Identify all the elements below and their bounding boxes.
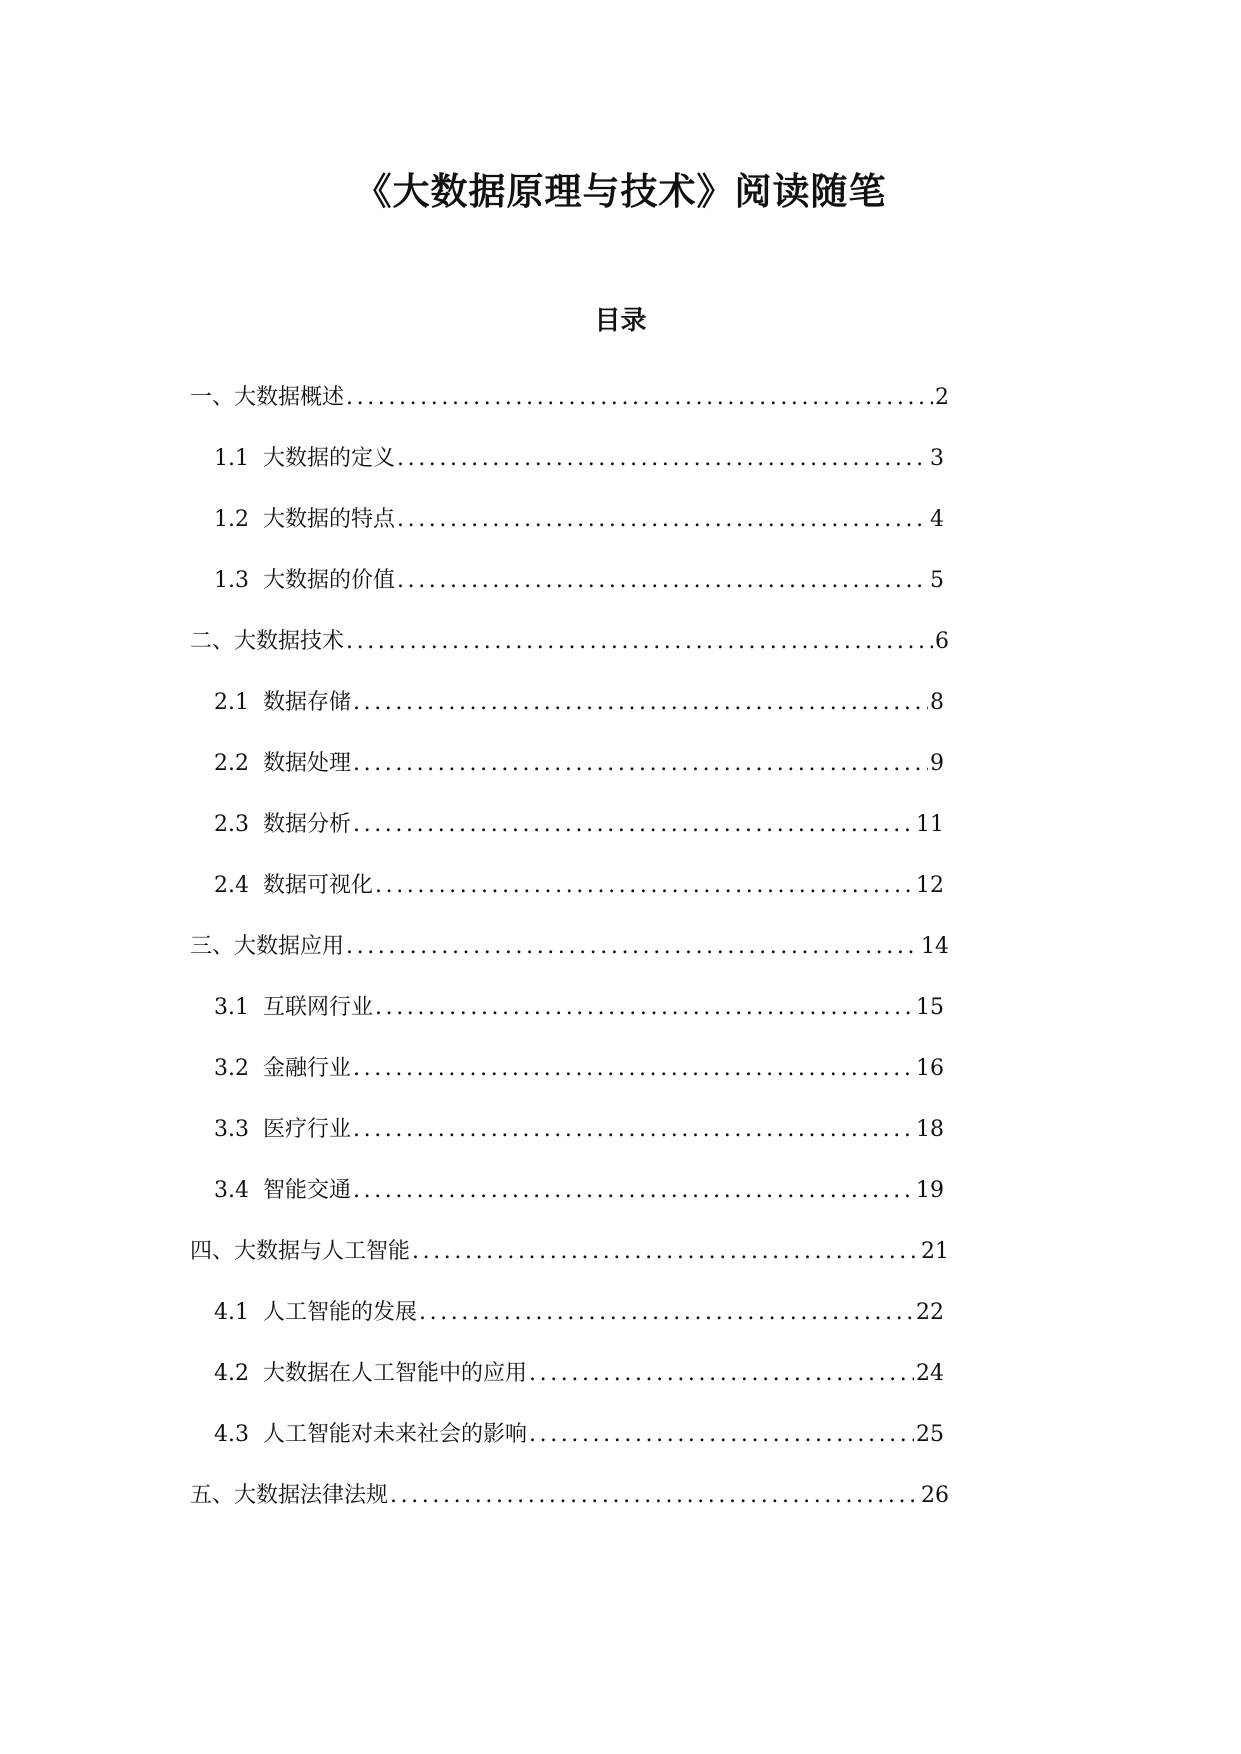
- toc-dot-leader: [353, 1054, 914, 1084]
- toc-entry[interactable]: [214, 1115, 944, 1145]
- toc-entry-page-number: 26: [921, 1483, 949, 1508]
- toc-dot-leader: [353, 688, 928, 718]
- toc-entry-page-number: 11: [916, 812, 944, 837]
- toc-dot-leader: [412, 1237, 919, 1267]
- toc-dot-leader: [353, 1176, 914, 1206]
- toc-entry-page-number: 16: [916, 1056, 944, 1081]
- toc-dot-leader: [397, 505, 928, 535]
- toc-dot-leader: [353, 810, 914, 840]
- toc-entry[interactable]: [214, 871, 944, 901]
- toc-entry-page-number: 2: [935, 385, 949, 410]
- toc-entry-label: 人工智能的发展: [263, 1300, 418, 1325]
- toc-entry-number: 2.2: [214, 751, 249, 776]
- toc-entry-page-number: 18: [916, 1117, 944, 1142]
- toc-entry-page-number: 21: [921, 1239, 949, 1264]
- toc-entry-page-number: 24: [916, 1361, 944, 1386]
- toc-entry[interactable]: [214, 505, 944, 535]
- toc-dot-leader: [346, 932, 919, 962]
- toc-entry-label: 医疗行业: [263, 1117, 352, 1142]
- toc-entry[interactable]: [214, 810, 944, 840]
- toc-entry-page-number: 8: [930, 690, 944, 715]
- toc-entry-label: 四、大数据与人工智能: [190, 1239, 411, 1264]
- toc-entry-page-number: 14: [921, 934, 949, 959]
- toc-entry-label: 数据可视化: [263, 873, 374, 898]
- toc-dot-leader: [419, 1298, 914, 1328]
- toc-entry-number: 2.3: [214, 812, 249, 837]
- toc-entry-label: 五、大数据法律法规: [190, 1483, 389, 1508]
- toc-entry[interactable]: [214, 1298, 944, 1328]
- toc-entry-label: 大数据的特点: [263, 507, 396, 532]
- toc-dot-leader: [529, 1420, 914, 1450]
- toc-entry-number: 3.4: [214, 1178, 249, 1203]
- toc-entry-label: 二、大数据技术: [190, 629, 345, 654]
- toc-entry-number: 1.3: [214, 568, 249, 593]
- toc-dot-leader: [397, 444, 928, 474]
- toc-entry-label: 一、大数据概述: [190, 385, 345, 410]
- toc-entry[interactable]: [214, 1176, 944, 1206]
- toc-entry-label: 数据分析: [263, 812, 352, 837]
- toc-entry[interactable]: [214, 444, 944, 474]
- toc-dot-leader: [375, 993, 914, 1023]
- toc-entry-label: 三、大数据应用: [190, 934, 345, 959]
- toc-entry-page-number: 6: [935, 629, 949, 654]
- toc-entry-number: 4.3: [214, 1422, 249, 1447]
- toc-entry-page-number: 3: [930, 446, 944, 471]
- toc-entry-label: 人工智能对未来社会的影响: [263, 1422, 528, 1447]
- toc-entry[interactable]: [214, 566, 944, 596]
- toc-entry-label: 数据处理: [263, 751, 352, 776]
- toc-entry[interactable]: [214, 1359, 944, 1389]
- toc-entry-number: 1.1: [214, 446, 249, 471]
- toc-dot-leader: [375, 871, 914, 901]
- toc-entry-number: 2.1: [214, 690, 249, 715]
- toc-dot-leader: [390, 1481, 919, 1511]
- toc-entry[interactable]: [214, 1054, 944, 1084]
- toc-entry-page-number: 12: [916, 873, 944, 898]
- toc-entry-label: 大数据的定义: [263, 446, 396, 471]
- toc-entry-number: 2.4: [214, 873, 249, 898]
- toc-dot-leader: [353, 749, 928, 779]
- toc-entry-page-number: 19: [916, 1178, 944, 1203]
- toc-entry-label: 数据存储: [263, 690, 352, 715]
- toc-entry-label: 智能交通: [263, 1178, 352, 1203]
- toc-heading: 目录: [594, 305, 647, 336]
- toc-entry-number: 3.1: [214, 995, 249, 1020]
- toc-entry-page-number: 22: [916, 1300, 944, 1325]
- toc-dot-leader: [346, 383, 933, 413]
- toc-entry[interactable]: [214, 1420, 944, 1450]
- toc-dot-leader: [397, 566, 928, 596]
- document-title: 《大数据原理与技术》阅读随笔: [354, 169, 887, 213]
- toc-dot-leader: [346, 627, 933, 657]
- toc-entry-label: 金融行业: [263, 1056, 352, 1081]
- toc-entry-number: 3.2: [214, 1056, 249, 1081]
- toc-dot-leader: [353, 1115, 914, 1145]
- toc-entry[interactable]: [190, 1481, 949, 1511]
- toc-entry-page-number: 4: [930, 507, 944, 532]
- toc-entry-page-number: 15: [916, 995, 944, 1020]
- toc-entry-label: 大数据在人工智能中的应用: [263, 1361, 528, 1386]
- toc-entry[interactable]: [214, 688, 944, 718]
- toc-entry[interactable]: [190, 1237, 949, 1267]
- toc-entry[interactable]: [190, 383, 949, 413]
- toc-entry-number: 3.3: [214, 1117, 249, 1142]
- toc-entry[interactable]: [214, 749, 944, 779]
- toc-entry[interactable]: [190, 932, 949, 962]
- toc-entry-label: 大数据的价值: [263, 568, 396, 593]
- toc-entry[interactable]: [214, 993, 944, 1023]
- toc-dot-leader: [529, 1359, 914, 1389]
- toc-entry[interactable]: [190, 627, 949, 657]
- toc-entry-page-number: 25: [916, 1422, 944, 1447]
- toc-entry-label: 互联网行业: [263, 995, 374, 1020]
- toc-entry-page-number: 5: [930, 568, 944, 593]
- toc-entry-number: 1.2: [214, 507, 249, 532]
- toc-entry-page-number: 9: [930, 751, 944, 776]
- toc-entry-number: 4.2: [214, 1361, 249, 1386]
- toc-entry-number: 4.1: [214, 1300, 249, 1325]
